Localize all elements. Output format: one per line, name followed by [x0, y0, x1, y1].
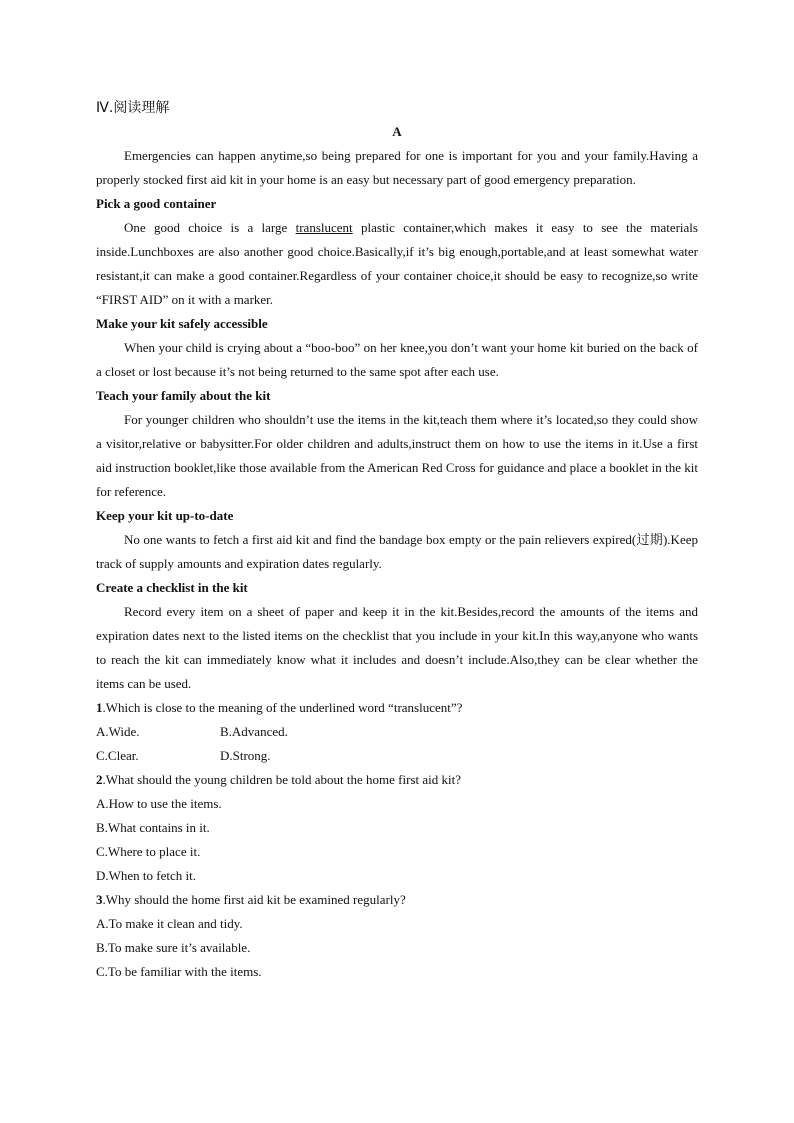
paragraph-pick-container — [96, 216, 698, 312]
question-text: .What should the young children be told about the home first aid kit? — [102, 772, 462, 787]
question-number: 1 — [96, 700, 103, 715]
option-d: D.Strong. — [220, 748, 271, 763]
intro-paragraph: Emergencies can happen anytime,so being prepared for one is important for you and your family.Having a properly stocked first aid kit in your home is an easy but necessary part of good emergency preparation. — [96, 148, 698, 187]
heading-checklist: Create a checklist in the kit — [96, 580, 248, 595]
options-row — [96, 720, 698, 744]
option-a: A.Wide. — [96, 724, 140, 739]
option-a: A.How to use the items. — [96, 796, 222, 811]
section-title: Ⅳ.阅读理解 — [96, 100, 170, 116]
heading-teach-family: Teach your family about the kit — [96, 388, 271, 403]
paragraph-up-to-date: No one wants to fetch a first aid kit and find the bandage box empty or the pain relievers expired(过期).Keep track of supply amounts and expiration dates regularly. — [96, 532, 698, 571]
question-3 — [96, 888, 698, 912]
paragraph-text: plastic container,which makes it easy to see the materials inside.Lunchboxes are also another good choice.Basically,if it’s big enough,portable,and at least somewhat water resistant,it can make a good container.Regardless of your container choice,it should be easy to recognize,so write “FIRST AID” on it with a marker. — [96, 220, 698, 307]
option-c: C.Where to place it. — [96, 844, 201, 859]
option-b: B.Advanced. — [220, 724, 288, 739]
question-number: 2 — [96, 772, 103, 787]
heading-up-to-date: Keep your kit up-to-date — [96, 508, 234, 523]
document-page — [96, 96, 698, 984]
option-a: A.To make it clean and tidy. — [96, 916, 243, 931]
option-c: C.Clear. — [96, 748, 139, 763]
options-row — [96, 744, 698, 768]
question-number: 3 — [96, 892, 103, 907]
question-1 — [96, 696, 698, 720]
passage-label: A — [392, 124, 402, 139]
option-b: B.What contains in it. — [96, 820, 210, 835]
question-2 — [96, 768, 698, 792]
option-b: B.To make sure it’s available. — [96, 940, 251, 955]
question-text: .Which is close to the meaning of the underlined word “translucent”? — [102, 700, 463, 715]
heading-accessible: Make your kit safely accessible — [96, 316, 268, 331]
paragraph-text: One good choice is a large — [124, 220, 296, 235]
question-text: .Why should the home first aid kit be examined regularly? — [102, 892, 406, 907]
option-d: D.When to fetch it. — [96, 868, 196, 883]
paragraph-accessible: When your child is crying about a “boo-boo” on her knee,you don’t want your home kit buried on the back of a closet or lost because it’s not being returned to the same spot after each use. — [96, 340, 698, 379]
heading-pick-container: Pick a good container — [96, 196, 217, 211]
paragraph-checklist: Record every item on a sheet of paper and keep it in the kit.Besides,record the amounts of the items and expiration dates next to the listed items on the checklist that you include in your kit.In this way,anyone who wants to reach the kit can immediately know what it includes and doesn’t include.Also,they can be clear whether the items can be used. — [96, 604, 698, 691]
underlined-word: translucent — [295, 220, 353, 235]
paragraph-teach-family: For younger children who shouldn’t use the items in the kit,teach them where it’s located,so they could show a visitor,relative or babysitter.For older children and adults,instruct them on how to use the items in it.Use a first aid instruction booklet,like those available from the American Red Cross for guidance and place a booklet in the kit for reference. — [96, 412, 698, 499]
option-c: C.To be familiar with the items. — [96, 964, 262, 979]
